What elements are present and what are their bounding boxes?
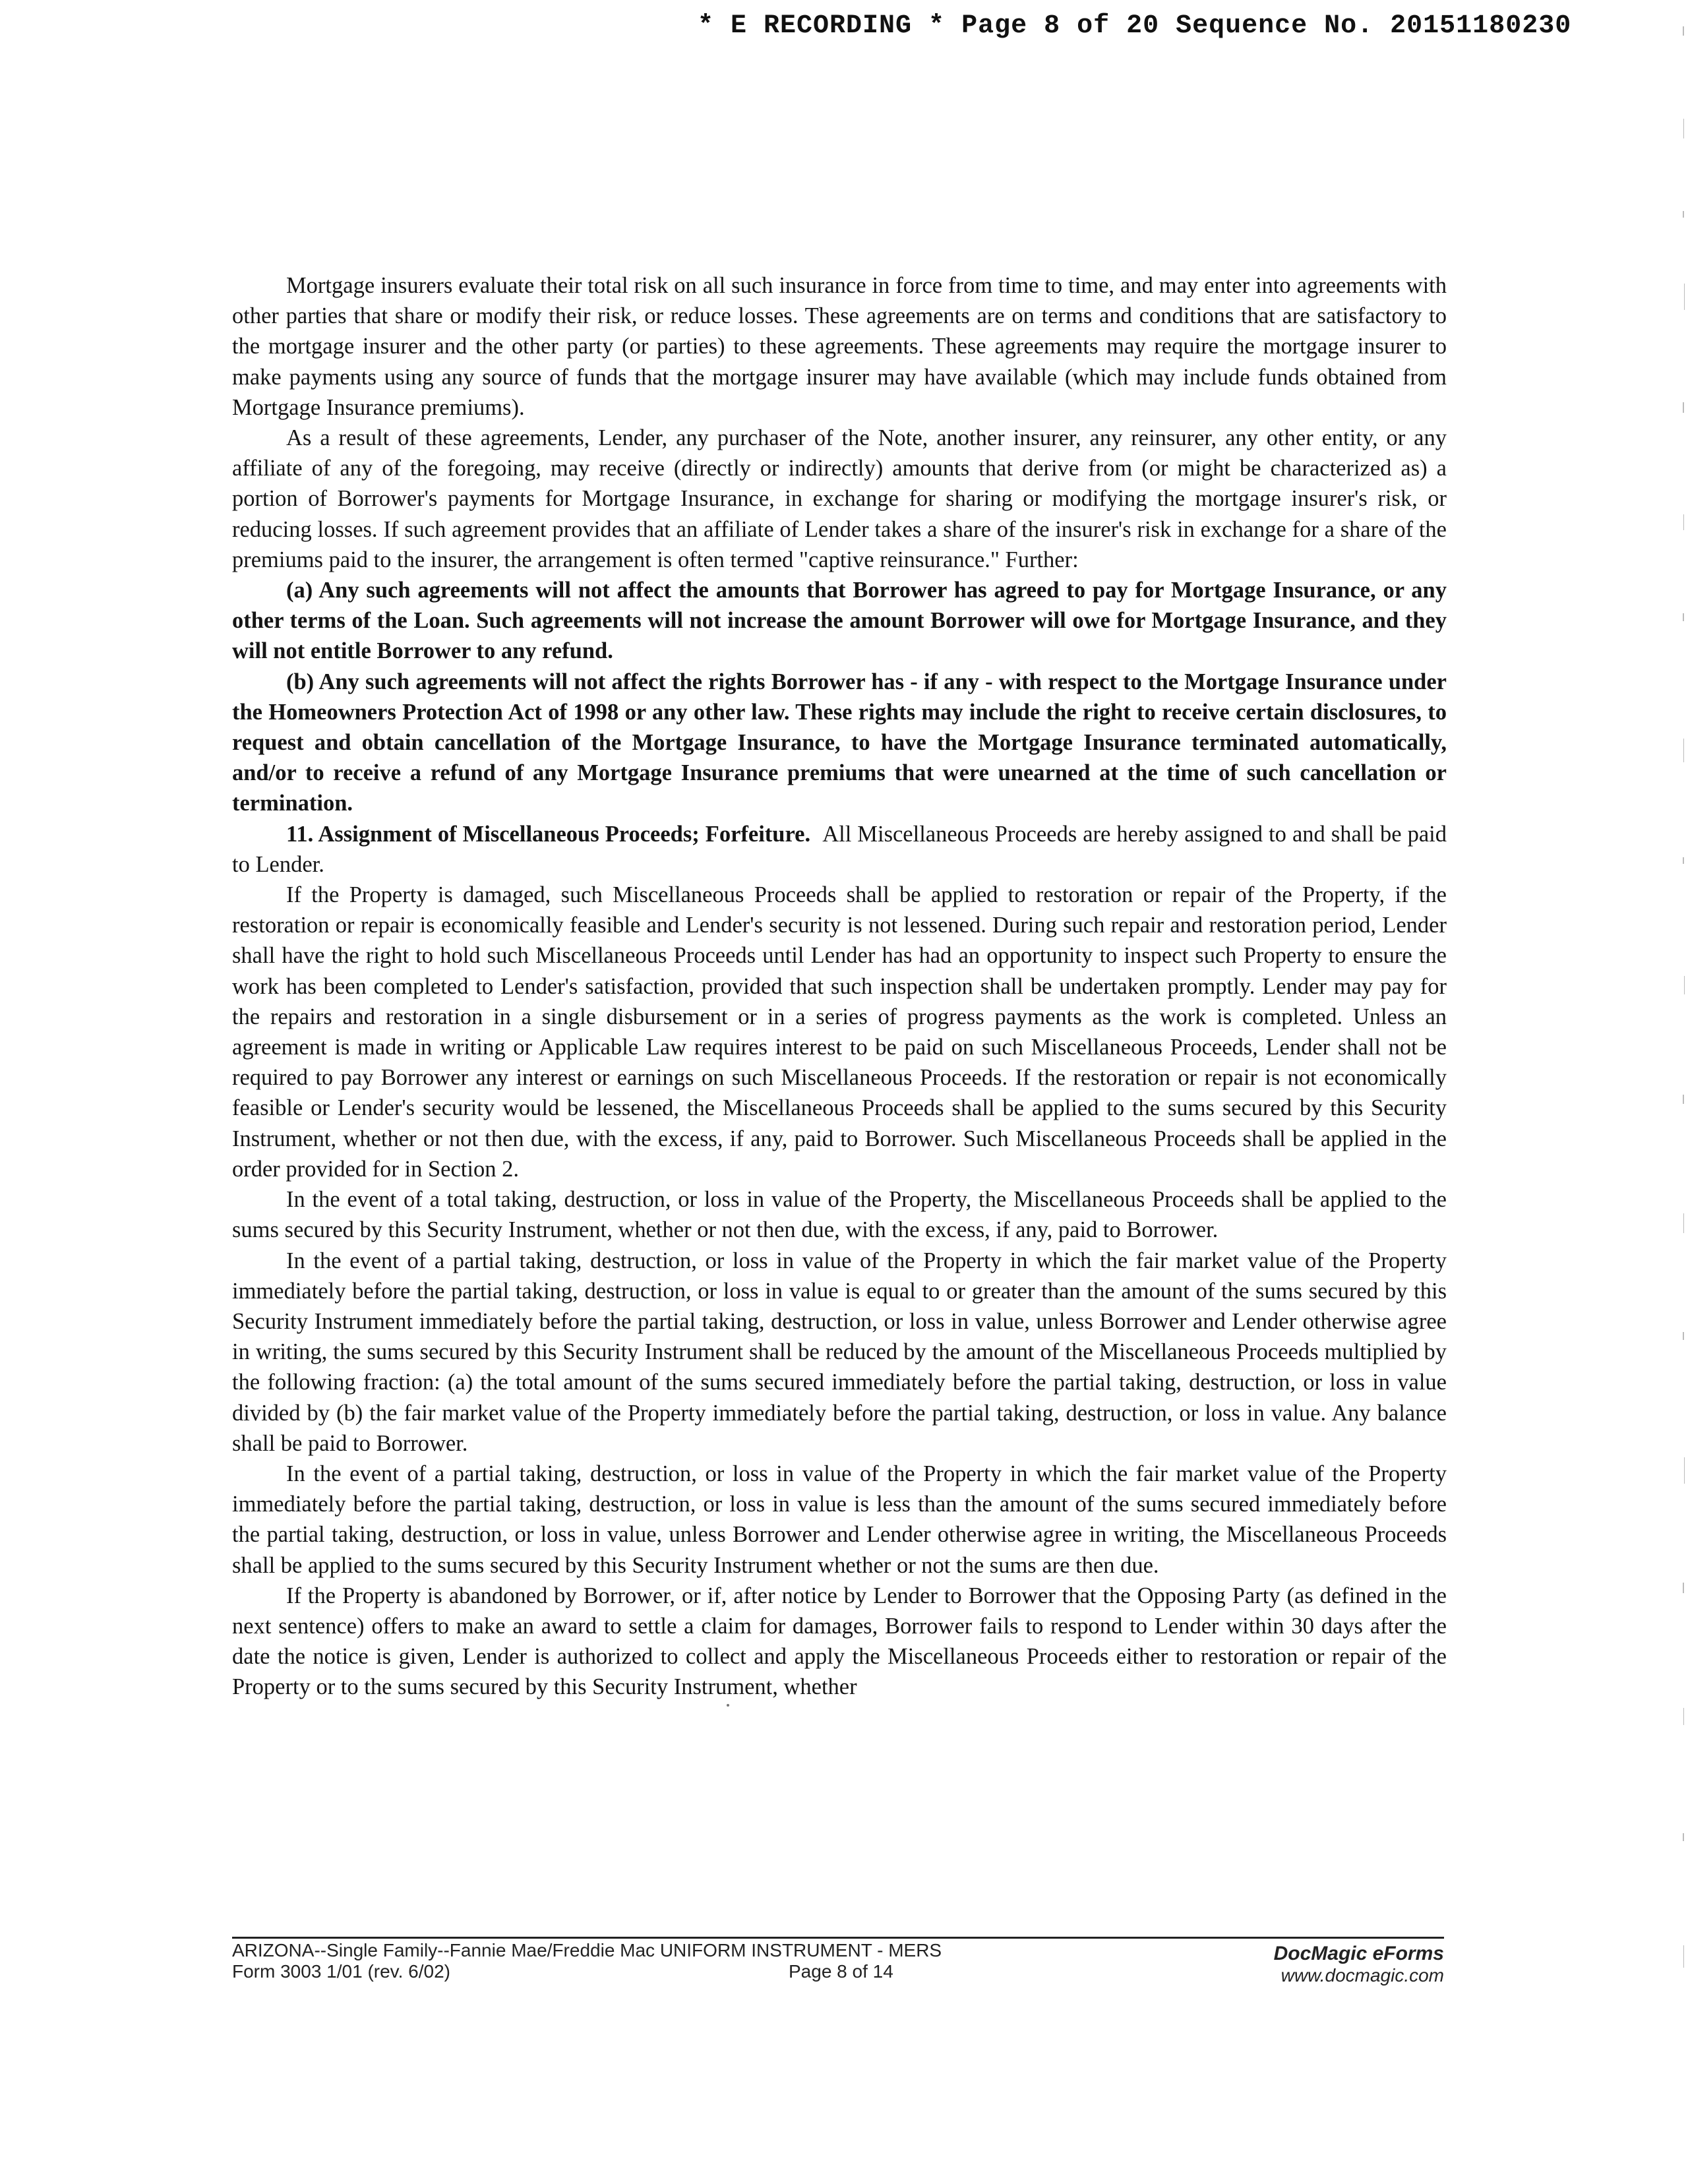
footer-page-number: Page 8 of 14 [789,1961,893,1982]
paragraph-clause-a: (a) Any such agreements will not affect the amounts that Borrower has agreed to pay for Mortgage Insurance, or any other terms of the Loan. Such agreements will not increase the amount Borrower will owe for Mortgage Insurance, and they will not entitle Borrower to any refund. [232,578,1447,664]
footer-form-number: Form 3003 1/01 (rev. 6/02) [232,1961,450,1982]
paragraph-section-11 [232,819,1447,880]
paragraph-partial-taking-greater: In the event of a partial taking, destruction, or loss in value of the Property in which the fair market value of the Property immediately before the partial taking, destruction, or loss in value is equal to or greater than the amount of the sums secured by this Security Instrument immediately before the partial taking, destruction, or loss in value, unless Borrower and Lender otherwise agree in writing, the sums secured by this Security Instrument shall be reduced by the amount of the Miscellaneous Proceeds multiplied by the following fraction: (a) the total amount of the sums secured immediately before the partial taking, destruction, or loss in value divided by (b) the fair market value of the Property immediately before the partial taking, destruction, or loss in value. Any balance shall be paid to Borrower. [232,1248,1447,1456]
recording-header: * E RECORDING * Page 8 of 20 Sequence No. 20151180230 [698,11,1572,41]
paragraph-clause-b: (b) Any such agreements will not affect the rights Borrower has - if any - with respect to the Mortgage Insurance under the Homeowners Protection Act of 1998 or any other law. These rights may include the right to receive certain disclosures, to request and obtain cancellation of the Mortgage Insurance, to have the Mortgage Insurance terminated automatically, and/or to receive a refund of any Mortgage Insurance premiums that were unearned at the time of such cancellation or termination. [232,669,1447,816]
section-11-text: All Miscellaneous Proceeds are hereby assigned to and shall be paid to Lender. [232,821,1447,877]
scan-speck [727,1704,729,1707]
footer-branding [1274,1943,1444,1986]
footer-divider [232,1937,1444,1939]
paragraph-property-abandoned: If the Property is abandoned by Borrower, or if, after notice by Lender to Borrower that the Opposing Party (as defined in the next sentence) offers to make an award to settle a claim for damages, Borrower fails to respond to Lender within 30 days after the date the notice is given, Lender is authorized to collect and apply the Miscellaneous Proceeds either to restoration or repair of the Property or to the sums secured by this Security Instrument, whether [232,1583,1447,1700]
paragraph-partial-taking-less: In the event of a partial taking, destruction, or loss in value of the Property in which the fair market value of the Property immediately before the partial taking, destruction, or loss in value is less than the amount of the sums secured immediately before the partial taking, destruction, or loss in value, unless Borrower and Lender otherwise agree in writing, the Miscellaneous Proceeds shall be applied to the sums secured by this Security Instrument whether or not the sums are then due. [232,1461,1447,1578]
document-body [232,270,1447,1703]
paragraph-mortgage-insurers: Mortgage insurers evaluate their total risk on all such insurance in force from time to time, and may enter into agreements with other parties that share or modify their risk, or reduce losses. These agreements are on terms and conditions that are satisfactory to the mortgage insurer and the other party (or parties) to these agreements. These agreements may require the mortgage insurer to make payments using any source of funds that the mortgage insurer may have available (which may include funds obtained from Mortgage Insurance premiums). [232,273,1447,420]
footer-form-title: ARIZONA--Single Family--Fannie Mae/Freddie Mac UNIFORM INSTRUMENT - MERS [232,1940,942,1960]
paragraph-result-of-agreements: As a result of these agreements, Lender, any purchaser of the Note, another insurer, any reinsurer, any other entity, or any affiliate of any of the foregoing, may receive (directly or indirectly) amounts that derive from (or might be characterized as) a portion of Borrower's payments for Mortgage Insurance, in exchange for sharing or modifying the mortgage insurer's risk, or reducing losses. If such agreement provides that an affiliate of Lender takes a share of the insurer's risk in exchange for a share of the premiums paid to the insurer, the arrangement is often termed "captive reinsurance." Further: [232,425,1447,572]
footer-website: www.docmagic.com [1281,1965,1444,1986]
section-11-heading: 11. Assignment of Miscellaneous Proceeds; Forfeiture. [286,821,811,847]
paragraph-property-damaged: If the Property is damaged, such Miscellaneous Proceeds shall be applied to restoration or repair of the Property, if the restoration or repair is economically feasible and Lender's security is not lessened. During such repair and restoration period, Lender shall have the right to hold such Miscellaneous Proceeds until Lender has had an opportunity to inspect such Property to ensure the work has been completed to Lender's satisfaction, provided that such inspection shall be undertaken promptly. Lender may pay for the repairs and restoration in a single disbursement or in a series of progress payments as the work is completed. Unless an agreement is made in writing or Applicable Law requires interest to be paid on such Miscellaneous Proceeds, Lender shall not be required to pay Borrower any interest or earnings on such Miscellaneous Proceeds. If the restoration or repair is not economically feasible or Lender's security would be lessened, the Miscellaneous Proceeds shall be applied to the sums secured by this Security Instrument, whether or not then due, with the excess, if any, paid to Borrower. Such Miscellaneous Proceeds shall be applied in the order provided for in Section 2. [232,882,1447,1182]
footer-brand: DocMagic eForms [1273,1943,1444,1964]
scan-edge-specks [1668,0,1688,2184]
paragraph-total-taking: In the event of a total taking, destruction, or loss in value of the Property, the Miscellaneous Proceeds shall be applied to the sums secured by this Security Instrument, whether or not then due, with the excess, if any, paid to Borrower. [232,1187,1447,1243]
